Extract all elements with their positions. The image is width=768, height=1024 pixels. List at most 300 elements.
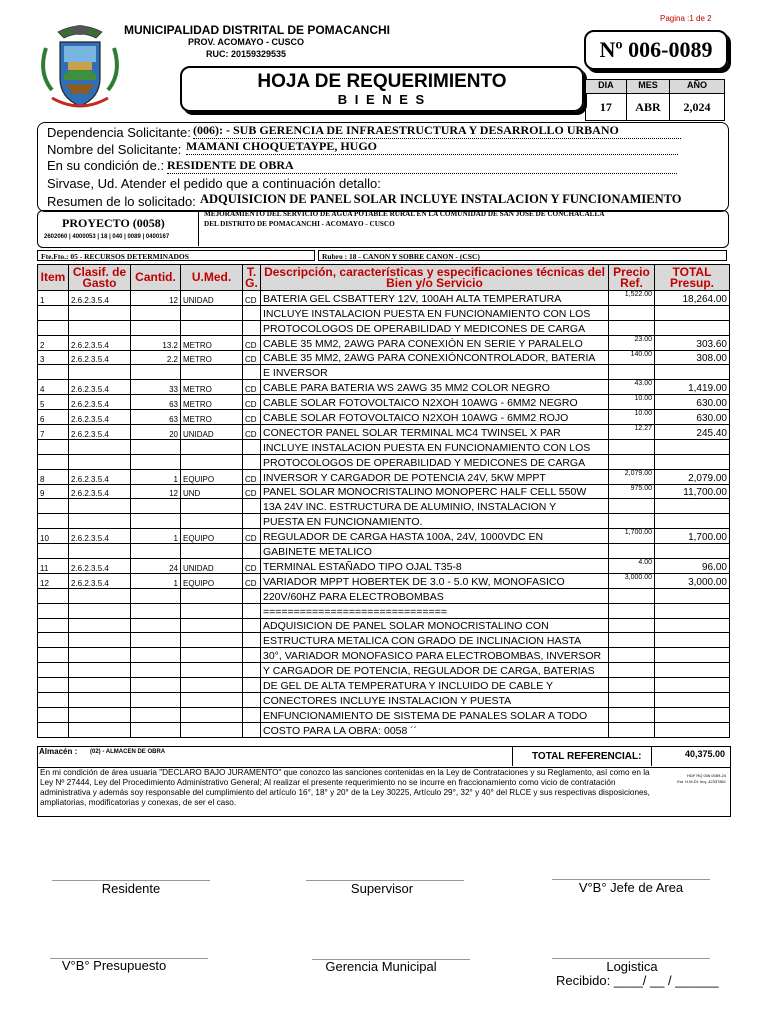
project-name-line1: MEJORAMIENTO DEL SERVICIO DE AGUA POTABLE RURAL EN LA COMUNIDAD DE SAN JOSE DE CONCHACALLA bbox=[204, 210, 605, 218]
cell-total bbox=[655, 633, 730, 648]
cell-description: GABINETE METALICO bbox=[261, 544, 609, 559]
logistica-label: Logistica bbox=[606, 959, 658, 974]
header-total: TOTAL Presup. bbox=[655, 265, 730, 291]
cell-description: REGULADOR DE CARGA HASTA 100A, 24V, 1000VDC EN bbox=[261, 529, 609, 544]
header-description: Descripción, características y especificaciones técnicas del Bien y/o Servicio bbox=[261, 265, 609, 291]
cell-unidad-medida: UNIDAD bbox=[181, 559, 243, 574]
cell-item bbox=[38, 603, 69, 618]
cell-cantidad: 2.2 bbox=[131, 350, 181, 365]
cell-precio bbox=[609, 618, 655, 633]
cell-precio bbox=[609, 305, 655, 320]
cell-tg: CD bbox=[243, 484, 261, 499]
table-row bbox=[38, 454, 730, 469]
cell-clasif bbox=[69, 499, 131, 514]
dia-value: 17 bbox=[586, 94, 627, 120]
cell-clasif: 2.6.2.3.5.4 bbox=[69, 573, 131, 588]
cell-precio bbox=[609, 454, 655, 469]
cell-description: VARIADOR MPPT HOBERTEK DE 3.0 - 5.0 KW, MONOFASICO bbox=[261, 573, 609, 588]
cell-item bbox=[38, 365, 69, 380]
cell-total bbox=[655, 454, 730, 469]
cell-tg bbox=[243, 499, 261, 514]
table-row bbox=[38, 633, 730, 648]
table-row bbox=[38, 678, 730, 693]
cell-precio bbox=[609, 499, 655, 514]
cell-unidad-medida: METRO bbox=[181, 350, 243, 365]
cell-tg: CD bbox=[243, 469, 261, 484]
table-row bbox=[38, 707, 730, 722]
cell-tg bbox=[243, 305, 261, 320]
condicion-label: En su condición de.: bbox=[47, 158, 165, 173]
cell-clasif bbox=[69, 693, 131, 708]
cell-description: CABLE 35 MM2, 2AWG PARA CONEXIÓNCONTROLADOR, BATERIA bbox=[261, 350, 609, 365]
jefe-label: V°B° Jefe de Area bbox=[578, 880, 684, 895]
cell-total bbox=[655, 320, 730, 335]
cell-unidad-medida bbox=[181, 722, 243, 737]
cell-description: PROTOCOLOGOS DE OPERABILIDAD Y MEDICONES DE CARGA bbox=[261, 320, 609, 335]
cell-precio bbox=[609, 514, 655, 529]
cell-description: ============================== bbox=[261, 603, 609, 618]
cell-total: 11,700.00 bbox=[655, 484, 730, 499]
cell-clasif bbox=[69, 678, 131, 693]
cell-tg: CD bbox=[243, 573, 261, 588]
cell-precio: 10.00 bbox=[609, 395, 655, 410]
cell-total bbox=[655, 707, 730, 722]
cell-description: INVERSOR Y CARGADOR DE POTENCIA 24V, 5KW MPPT bbox=[261, 469, 609, 484]
ruc-label: RUC: 20159329535 bbox=[206, 49, 287, 59]
cell-unidad-medida bbox=[181, 514, 243, 529]
cell-unidad-medida bbox=[181, 663, 243, 678]
cell-cantidad bbox=[131, 320, 181, 335]
table-row bbox=[38, 380, 730, 395]
cell-cantidad: 24 bbox=[131, 559, 181, 574]
cell-precio: 10.00 bbox=[609, 410, 655, 425]
cell-clasif bbox=[69, 603, 131, 618]
cell-cantidad: 1 bbox=[131, 573, 181, 588]
cell-description: DE GEL DE ALTA TEMPERATURA Y INCLUIDO DE CABLE Y bbox=[261, 678, 609, 693]
cell-precio bbox=[609, 678, 655, 693]
cell-clasif: 2.6.2.3.5.4 bbox=[69, 425, 131, 440]
cell-item bbox=[38, 663, 69, 678]
cell-description: CABLE PARA BATERIA WS 2AWG 35 MM2 COLOR NEGRO bbox=[261, 380, 609, 395]
header-cantid: Cantid. bbox=[131, 265, 181, 291]
cell-tg bbox=[243, 544, 261, 559]
cell-clasif bbox=[69, 618, 131, 633]
cell-precio bbox=[609, 588, 655, 603]
mes-header: MES bbox=[627, 80, 670, 93]
cell-cantidad bbox=[131, 678, 181, 693]
sirvase-text: Sirvase, Ud. Atender el pedido que a continuación detallo: bbox=[47, 176, 381, 191]
cell-total bbox=[655, 514, 730, 529]
cell-description: INCLUYE INSTALACION PUESTA EN FUNCIONAMIENTO CON LOS bbox=[261, 305, 609, 320]
cell-unidad-medida bbox=[181, 693, 243, 708]
cell-precio: 1,700.00 bbox=[609, 529, 655, 544]
cell-precio: 4.00 bbox=[609, 559, 655, 574]
cell-total bbox=[655, 663, 730, 678]
ref-code-2: Est. H.M.DI: hrq- 42337861 bbox=[677, 779, 726, 784]
cell-item bbox=[38, 305, 69, 320]
cell-unidad-medida bbox=[181, 499, 243, 514]
cell-description: ENFUNCIONAMIENTO DE SISTEMA DE PANALES SOLAR A TODO bbox=[261, 707, 609, 722]
cell-precio bbox=[609, 603, 655, 618]
cell-cantidad bbox=[131, 693, 181, 708]
cell-total: 1,419.00 bbox=[655, 380, 730, 395]
cell-clasif bbox=[69, 320, 131, 335]
cell-item bbox=[38, 693, 69, 708]
cell-cantidad bbox=[131, 454, 181, 469]
cell-unidad-medida bbox=[181, 439, 243, 454]
table-row bbox=[38, 722, 730, 737]
cell-clasif bbox=[69, 454, 131, 469]
cell-clasif bbox=[69, 514, 131, 529]
resumen-value: ADQUISICION DE PANEL SOLAR INCLUYE INSTALACION Y FUNCIONAMIENTO bbox=[200, 192, 682, 206]
table-row bbox=[38, 350, 730, 365]
cell-item bbox=[38, 454, 69, 469]
table-header-row bbox=[38, 265, 730, 291]
cell-tg bbox=[243, 707, 261, 722]
cell-precio: 23.00 bbox=[609, 335, 655, 350]
cell-precio bbox=[609, 633, 655, 648]
document-title: HOJA DE REQUERIMIENTO bbox=[257, 71, 507, 92]
cell-clasif bbox=[69, 633, 131, 648]
cell-total bbox=[655, 499, 730, 514]
dia-header: DIA bbox=[586, 80, 627, 93]
cell-cantidad: 33 bbox=[131, 380, 181, 395]
header-tg: T. G. bbox=[243, 265, 261, 291]
rubro: Rubro : 18 - CANON Y SOBRE CANON - (CSC) bbox=[318, 250, 727, 261]
table-row bbox=[38, 305, 730, 320]
cell-description: E INVERSOR bbox=[261, 365, 609, 380]
project-name-line2: DEL DISTRITO DE POMACANCHI - ACOMAYO - CUSCO bbox=[204, 220, 395, 228]
cell-unidad-medida: EQUIPO bbox=[181, 529, 243, 544]
project-divider bbox=[198, 210, 199, 246]
condicion-value: RESIDENTE DE OBRA bbox=[167, 158, 677, 174]
cell-unidad-medida bbox=[181, 365, 243, 380]
page-label: Pagina :1 de 2 bbox=[660, 14, 712, 23]
cell-precio bbox=[609, 707, 655, 722]
cell-cantidad bbox=[131, 603, 181, 618]
cell-precio bbox=[609, 648, 655, 663]
cell-cantidad bbox=[131, 365, 181, 380]
declaration-text: En mi condición de área usuaria "DECLARO BAJO JURAMENTO" que conozco las sanciones contenidas en la Ley de Contrataciones y su Reglamento, así como en la Ley Nº 27444, Ley del Procedimiento Administrativo General; Al realizar el presente requerimiento no se incurre en fraccionamiento como vicio de contratación administrativa y además soy responsable del cumplimiento del artículo 16°, 18° y 20° de la Ley 30225, Artículo 29°, 32° y 40° del RLCE y sus respectivas disposiciones, ampliatorias, modificatorias y conexas, de ser el caso. bbox=[40, 768, 650, 807]
cell-total bbox=[655, 603, 730, 618]
cell-item: 7 bbox=[38, 425, 69, 440]
cell-description: ESTRUCTURA METALICA CON GRADO DE INCLINACION HASTA bbox=[261, 633, 609, 648]
cell-unidad-medida: METRO bbox=[181, 395, 243, 410]
cell-tg bbox=[243, 603, 261, 618]
cell-precio bbox=[609, 663, 655, 678]
supervisor-label: Supervisor bbox=[350, 881, 414, 896]
items-table bbox=[37, 264, 730, 738]
cell-clasif bbox=[69, 648, 131, 663]
cell-unidad-medida bbox=[181, 707, 243, 722]
document-subtitle: B I E N E S bbox=[337, 92, 427, 107]
cell-clasif: 2.6.2.3.5.4 bbox=[69, 335, 131, 350]
cell-precio bbox=[609, 722, 655, 737]
cell-unidad-medida: METRO bbox=[181, 380, 243, 395]
table-row bbox=[38, 588, 730, 603]
cell-clasif: 2.6.2.3.5.4 bbox=[69, 469, 131, 484]
cell-precio: 43.00 bbox=[609, 380, 655, 395]
cell-total bbox=[655, 544, 730, 559]
cell-clasif bbox=[69, 707, 131, 722]
cell-item: 4 bbox=[38, 380, 69, 395]
cell-total: 18,264.00 bbox=[655, 291, 730, 306]
cell-precio bbox=[609, 439, 655, 454]
cell-clasif: 2.6.2.3.5.4 bbox=[69, 380, 131, 395]
cell-item: 6 bbox=[38, 410, 69, 425]
header-item: Item bbox=[38, 265, 69, 291]
cell-clasif: 2.6.2.3.5.4 bbox=[69, 529, 131, 544]
dependencia-value: (006): - SUB GERENCIA DE INFRAESTRUCTURA Y DESARROLLO URBANO bbox=[193, 123, 681, 139]
cell-tg: CD bbox=[243, 335, 261, 350]
cell-total: 3,000.00 bbox=[655, 573, 730, 588]
cell-description: BATERIA GEL CSBATTERY 12V, 100AH ALTA TEMPERATURA bbox=[261, 291, 609, 306]
cell-unidad-medida bbox=[181, 678, 243, 693]
table-row bbox=[38, 395, 730, 410]
cell-cantidad bbox=[131, 633, 181, 648]
cell-precio bbox=[609, 365, 655, 380]
cell-total bbox=[655, 678, 730, 693]
table-row bbox=[38, 648, 730, 663]
cell-tg bbox=[243, 722, 261, 737]
cell-tg bbox=[243, 693, 261, 708]
cell-description: INCLUYE INSTALACION PUESTA EN FUNCIONAMIENTO CON LOS bbox=[261, 439, 609, 454]
cell-cantidad bbox=[131, 722, 181, 737]
table-row bbox=[38, 529, 730, 544]
cell-description: CABLE 35 MM2, 2AWG PARA CONEXIÓN EN SERIE Y PARALELO bbox=[261, 335, 609, 350]
total-label: TOTAL REFERENCIAL: bbox=[532, 751, 642, 762]
cell-tg bbox=[243, 454, 261, 469]
header-umed: U.Med. bbox=[181, 265, 243, 291]
cell-total: 308.00 bbox=[655, 350, 730, 365]
ref-code-1: HDF RQ 006 0089-24 bbox=[687, 773, 726, 778]
project-label: PROYECTO (0058) bbox=[62, 216, 165, 230]
cell-cantidad: 12 bbox=[131, 484, 181, 499]
cell-item: 5 bbox=[38, 395, 69, 410]
cell-precio: 12.27 bbox=[609, 425, 655, 440]
cell-clasif bbox=[69, 439, 131, 454]
table-row bbox=[38, 618, 730, 633]
resumen-label: Resumen de lo solicitado: bbox=[47, 194, 196, 209]
cell-unidad-medida: UNIDAD bbox=[181, 291, 243, 306]
cell-precio: 140.00 bbox=[609, 350, 655, 365]
cell-tg bbox=[243, 365, 261, 380]
cell-description: PROTOCOLOGOS DE OPERABILIDAD Y MEDICONES DE CARGA bbox=[261, 454, 609, 469]
cell-cantidad bbox=[131, 663, 181, 678]
cell-precio: 2,079.00 bbox=[609, 469, 655, 484]
cell-description: CABLE SOLAR FOTOVOLTAICO N2XOH 10AWG - 6MM2 ROJO bbox=[261, 410, 609, 425]
cell-description: PUESTA EN FUNCIONAMIENTO. bbox=[261, 514, 609, 529]
cell-tg: CD bbox=[243, 559, 261, 574]
cell-tg bbox=[243, 514, 261, 529]
cell-description: CONECTOR PANEL SOLAR TERMINAL MC4 TWINSEL X PAR bbox=[261, 425, 609, 440]
cell-total bbox=[655, 693, 730, 708]
cell-item bbox=[38, 648, 69, 663]
almacen-value: (02) - ALMACEN DE OBRA bbox=[90, 749, 166, 755]
cell-total bbox=[655, 305, 730, 320]
cell-item: 3 bbox=[38, 350, 69, 365]
province-label: PROV. ACOMAYO - CUSCO bbox=[188, 37, 305, 47]
gerencia-label: Gerencia Municipal bbox=[325, 959, 437, 974]
cell-item bbox=[38, 707, 69, 722]
cell-clasif bbox=[69, 588, 131, 603]
cell-description: Y CARGADOR DE POTENCIA, REGULADOR DE CARGA, BATERIAS bbox=[261, 663, 609, 678]
cell-precio bbox=[609, 693, 655, 708]
cell-cantidad: 1 bbox=[131, 529, 181, 544]
cell-unidad-medida: METRO bbox=[181, 410, 243, 425]
table-row bbox=[38, 484, 730, 499]
cell-tg bbox=[243, 678, 261, 693]
cell-item bbox=[38, 618, 69, 633]
cell-cantidad bbox=[131, 588, 181, 603]
date-box bbox=[585, 79, 725, 121]
cell-item bbox=[38, 588, 69, 603]
table-row bbox=[38, 603, 730, 618]
cell-clasif bbox=[69, 365, 131, 380]
cell-cantidad bbox=[131, 544, 181, 559]
table-row bbox=[38, 365, 730, 380]
cell-total: 2,079.00 bbox=[655, 469, 730, 484]
cell-unidad-medida bbox=[181, 588, 243, 603]
cell-tg bbox=[243, 663, 261, 678]
cell-total bbox=[655, 722, 730, 737]
anio-header: AÑO bbox=[687, 80, 708, 90]
cell-unidad-medida bbox=[181, 305, 243, 320]
cell-item: 8 bbox=[38, 469, 69, 484]
cell-unidad-medida bbox=[181, 618, 243, 633]
cell-description: CONECTORES INCLUYE INSTALACION Y PUESTA bbox=[261, 693, 609, 708]
nombre-value: MAMANI CHOQUETAYPE, HUGO bbox=[186, 139, 678, 155]
cell-item bbox=[38, 633, 69, 648]
cell-clasif: 2.6.2.3.5.4 bbox=[69, 484, 131, 499]
table-row bbox=[38, 573, 730, 588]
table-row bbox=[38, 320, 730, 335]
cell-description: PANEL SOLAR MONOCRISTALINO MONOPERC HALF CELL 550W bbox=[261, 484, 609, 499]
cell-clasif: 2.6.2.3.5.4 bbox=[69, 559, 131, 574]
cell-tg bbox=[243, 588, 261, 603]
cell-item bbox=[38, 320, 69, 335]
cell-cantidad bbox=[131, 648, 181, 663]
cell-total bbox=[655, 588, 730, 603]
cell-precio bbox=[609, 544, 655, 559]
cell-clasif bbox=[69, 305, 131, 320]
cell-description: TERMINAL ESTAÑADO TIPO OJAL T35-8 bbox=[261, 559, 609, 574]
cell-item: 12 bbox=[38, 573, 69, 588]
cell-total bbox=[655, 439, 730, 454]
cell-unidad-medida: EQUIPO bbox=[181, 469, 243, 484]
total-value: 40,375.00 bbox=[684, 749, 725, 759]
cell-item bbox=[38, 722, 69, 737]
cell-item: 11 bbox=[38, 559, 69, 574]
cell-clasif bbox=[69, 722, 131, 737]
cell-total: 630.00 bbox=[655, 410, 730, 425]
cell-total: 1,700.00 bbox=[655, 529, 730, 544]
table-row bbox=[38, 439, 730, 454]
cell-clasif: 2.6.2.3.5.4 bbox=[69, 350, 131, 365]
almacen-label: Almacén : bbox=[39, 747, 78, 756]
cell-precio: 1,522.00 bbox=[609, 291, 655, 306]
cell-tg: CD bbox=[243, 291, 261, 306]
cell-cantidad: 63 bbox=[131, 410, 181, 425]
cell-cantidad: 63 bbox=[131, 395, 181, 410]
table-row bbox=[38, 335, 730, 350]
cell-unidad-medida bbox=[181, 648, 243, 663]
cell-item bbox=[38, 544, 69, 559]
cell-description: 13A 24V INC. ESTRUCTURA DE ALUMINIO, INSTALACION Y bbox=[261, 499, 609, 514]
cell-precio bbox=[609, 320, 655, 335]
project-codes: 2602060 | 4000053 | 18 | 040 | 0089 | 0400167 bbox=[44, 234, 170, 240]
cell-precio: 3,000.00 bbox=[609, 573, 655, 588]
cell-tg bbox=[243, 648, 261, 663]
cell-cantidad: 12 bbox=[131, 291, 181, 306]
cell-tg: CD bbox=[243, 395, 261, 410]
cell-cantidad: 13.2 bbox=[131, 335, 181, 350]
cell-cantidad bbox=[131, 305, 181, 320]
cell-tg bbox=[243, 439, 261, 454]
cell-tg: CD bbox=[243, 410, 261, 425]
recibido-label: Recibido: ____/ __ / ______ bbox=[556, 973, 719, 988]
cell-item bbox=[38, 439, 69, 454]
cell-unidad-medida: UNIDAD bbox=[181, 425, 243, 440]
cell-tg: CD bbox=[243, 529, 261, 544]
cell-cantidad bbox=[131, 499, 181, 514]
residente-label: Residente bbox=[101, 881, 161, 896]
table-row bbox=[38, 663, 730, 678]
header-precio: Precio Ref. bbox=[609, 265, 655, 291]
table-row bbox=[38, 410, 730, 425]
cell-description: ADQUISICION DE PANEL SOLAR MONOCRISTALINO CON bbox=[261, 618, 609, 633]
cell-unidad-medida bbox=[181, 633, 243, 648]
document-title-box bbox=[180, 66, 584, 112]
cell-clasif: 2.6.2.3.5.4 bbox=[69, 291, 131, 306]
table-row bbox=[38, 693, 730, 708]
municipality-name: MUNICIPALIDAD DISTRITAL DE POMACANCHI bbox=[124, 23, 390, 37]
cell-item: 10 bbox=[38, 529, 69, 544]
cell-tg: CD bbox=[243, 425, 261, 440]
cell-tg bbox=[243, 618, 261, 633]
anio-value: 2,024 bbox=[683, 100, 711, 114]
cell-tg bbox=[243, 633, 261, 648]
cell-total: 96.00 bbox=[655, 559, 730, 574]
cell-tg: CD bbox=[243, 380, 261, 395]
cell-description: CABLE SOLAR FOTOVOLTAICO N2XOH 10AWG - 6MM2 NEGRO bbox=[261, 395, 609, 410]
dependencia-label: Dependencia Solicitante: bbox=[47, 125, 191, 140]
table-row bbox=[38, 499, 730, 514]
cell-cantidad bbox=[131, 514, 181, 529]
table-body bbox=[38, 291, 730, 738]
table-row bbox=[38, 559, 730, 574]
table-row bbox=[38, 514, 730, 529]
total-divider bbox=[512, 746, 513, 766]
header-clasif: Clasif. de Gasto bbox=[69, 265, 131, 291]
mes-value: ABR bbox=[627, 94, 670, 120]
cell-total: 630.00 bbox=[655, 395, 730, 410]
cell-item: 9 bbox=[38, 484, 69, 499]
cell-total bbox=[655, 618, 730, 633]
coat-of-arms-logo bbox=[38, 18, 122, 118]
cell-tg: CD bbox=[243, 350, 261, 365]
cell-clasif bbox=[69, 544, 131, 559]
cell-unidad-medida: EQUIPO bbox=[181, 573, 243, 588]
cell-item: 2 bbox=[38, 335, 69, 350]
cell-clasif: 2.6.2.3.5.4 bbox=[69, 410, 131, 425]
nombre-label: Nombre del Solicitante: bbox=[47, 142, 182, 157]
cell-unidad-medida bbox=[181, 320, 243, 335]
fte-fto: Fte.Fto.: 05 - RECURSOS DETERMINADOS bbox=[37, 250, 315, 261]
cell-tg bbox=[243, 320, 261, 335]
cell-description: 30°, VARIADOR MONOFASICO PARA ELECTROBOMBAS, INVERSOR bbox=[261, 648, 609, 663]
table-row bbox=[38, 291, 730, 306]
